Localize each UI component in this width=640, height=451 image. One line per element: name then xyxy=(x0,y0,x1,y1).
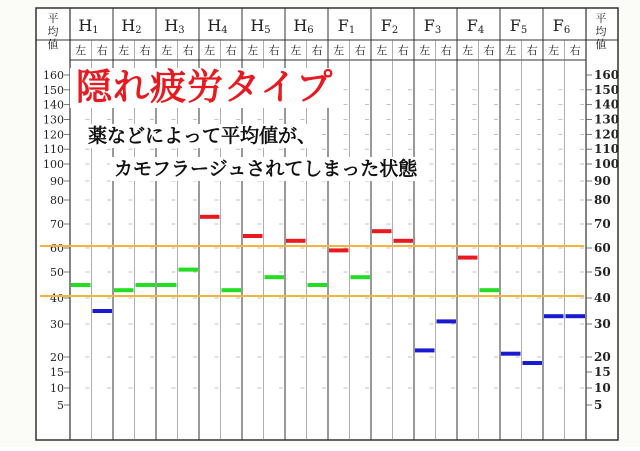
scale-value-right: 40 xyxy=(594,291,611,305)
scale-value-left: 10 xyxy=(50,382,64,395)
scale-value-left: 80 xyxy=(50,194,64,207)
scale-value-left: 60 xyxy=(50,242,64,255)
column-header: F2 xyxy=(380,16,399,36)
marker-F4-right xyxy=(480,288,500,292)
marker-H6-left xyxy=(286,239,306,243)
scale-value-right: 130 xyxy=(594,112,620,127)
column-header: H4 xyxy=(207,16,228,36)
column-header: F5 xyxy=(509,16,528,36)
subtitle-line-2: カモフラージュされてしまった状態 xyxy=(110,157,421,181)
right-side-label: 右 xyxy=(139,44,151,57)
marker-H1-left xyxy=(71,283,91,287)
scale-value-right: 20 xyxy=(594,350,611,364)
subtitle-line-1: 薬などによって平均値が、 xyxy=(84,124,320,148)
scale-value-left: 5 xyxy=(57,399,64,412)
scale-value-right: 140 xyxy=(594,97,620,112)
marker-H3-right xyxy=(179,268,199,272)
left-side-label: 左 xyxy=(548,44,560,57)
marker-F1-right xyxy=(351,275,371,279)
scale-label-left: 値 xyxy=(47,38,59,51)
scale-value-left: 140 xyxy=(43,98,64,112)
chart-title: 隠れ疲労タイプ xyxy=(70,68,339,108)
left-side-label: 左 xyxy=(376,44,388,57)
marker-H5-left xyxy=(243,234,263,238)
scale-value-right: 80 xyxy=(594,193,611,207)
scale-value-right: 30 xyxy=(594,317,611,331)
column-header: F6 xyxy=(552,16,571,36)
marker-H2-right xyxy=(136,283,156,287)
right-side-label: 右 xyxy=(440,44,452,57)
right-side-label: 右 xyxy=(526,44,538,57)
scale-value-right: 160 xyxy=(594,68,620,82)
left-side-label: 左 xyxy=(419,44,431,57)
left-side-label: 左 xyxy=(118,44,130,57)
scale-value-right: 50 xyxy=(594,265,611,279)
marker-H1-right xyxy=(93,309,113,313)
column-header: H1 xyxy=(78,16,99,36)
right-side-label: 右 xyxy=(225,44,237,57)
marker-F4-left xyxy=(458,256,478,260)
left-side-label: 左 xyxy=(75,44,87,57)
left-side-label: 左 xyxy=(505,44,517,57)
column-header: H6 xyxy=(293,16,314,36)
scale-value-right: 70 xyxy=(594,217,611,231)
scale-value-left: 130 xyxy=(43,113,64,127)
marker-F6-right xyxy=(566,314,586,318)
scale-value-left: 90 xyxy=(50,175,64,188)
column-header: F1 xyxy=(337,16,356,36)
scale-label-right: 平 xyxy=(595,12,607,25)
right-side-label: 右 xyxy=(354,44,366,57)
marker-H6-right xyxy=(308,283,328,287)
scale-value-right: 100 xyxy=(594,157,620,171)
marker-H4-right xyxy=(222,288,242,292)
right-side-label: 右 xyxy=(569,44,581,57)
scale-value-right: 120 xyxy=(594,127,620,142)
left-side-label: 左 xyxy=(247,44,259,57)
column-header: F4 xyxy=(466,16,485,36)
column-header: H3 xyxy=(164,16,185,36)
left-side-label: 左 xyxy=(204,44,216,57)
marker-F1-left xyxy=(329,248,349,252)
marker-F3-left xyxy=(415,348,435,352)
left-side-label: 左 xyxy=(333,44,345,57)
scale-value-left: 15 xyxy=(50,366,64,379)
right-side-label: 右 xyxy=(483,44,495,57)
marker-H5-right xyxy=(265,275,285,279)
left-side-label: 左 xyxy=(462,44,474,57)
scale-value-left: 100 xyxy=(43,158,64,171)
left-side-label: 左 xyxy=(161,44,173,57)
marker-F5-right xyxy=(523,361,543,365)
scale-value-right: 110 xyxy=(594,142,620,157)
scale-value-right: 5 xyxy=(594,398,603,412)
scale-value-right: 10 xyxy=(594,381,611,395)
scale-value-right: 150 xyxy=(594,82,620,97)
scale-label-left: 均 xyxy=(47,25,59,38)
right-side-label: 右 xyxy=(311,44,323,57)
marker-H3-left xyxy=(157,283,177,287)
column-header: H2 xyxy=(121,16,142,36)
marker-F3-right xyxy=(437,319,457,323)
column-header: H5 xyxy=(250,16,271,36)
marker-F6-left xyxy=(544,314,564,318)
right-side-label: 右 xyxy=(182,44,194,57)
left-side-label: 左 xyxy=(290,44,302,57)
right-side-label: 右 xyxy=(397,44,409,57)
scale-value-left: 150 xyxy=(43,83,64,97)
scale-value-left: 20 xyxy=(50,351,64,364)
scale-value-left: 70 xyxy=(50,218,64,231)
scale-value-left: 110 xyxy=(43,143,64,157)
scale-value-left: 50 xyxy=(50,266,64,279)
scale-label-left: 平 xyxy=(47,12,59,25)
marker-H2-left xyxy=(114,288,134,292)
scale-label-right: 値 xyxy=(595,38,607,51)
right-side-label: 右 xyxy=(96,44,108,57)
marker-F5-left xyxy=(501,352,521,356)
scale-value-right: 90 xyxy=(594,174,611,188)
scale-value-left: 160 xyxy=(43,69,64,82)
scale-value-left: 120 xyxy=(43,128,64,142)
right-side-label: 右 xyxy=(268,44,280,57)
marker-H4-left xyxy=(200,215,220,219)
scale-value-left: 40 xyxy=(50,292,64,305)
scale-value-left: 30 xyxy=(50,318,64,331)
scale-value-right: 15 xyxy=(594,365,611,379)
marker-F2-left xyxy=(372,229,392,233)
scale-value-right: 60 xyxy=(594,241,611,255)
marker-F2-right xyxy=(394,239,414,243)
column-header: F3 xyxy=(423,16,442,36)
scale-label-right: 均 xyxy=(595,25,607,38)
